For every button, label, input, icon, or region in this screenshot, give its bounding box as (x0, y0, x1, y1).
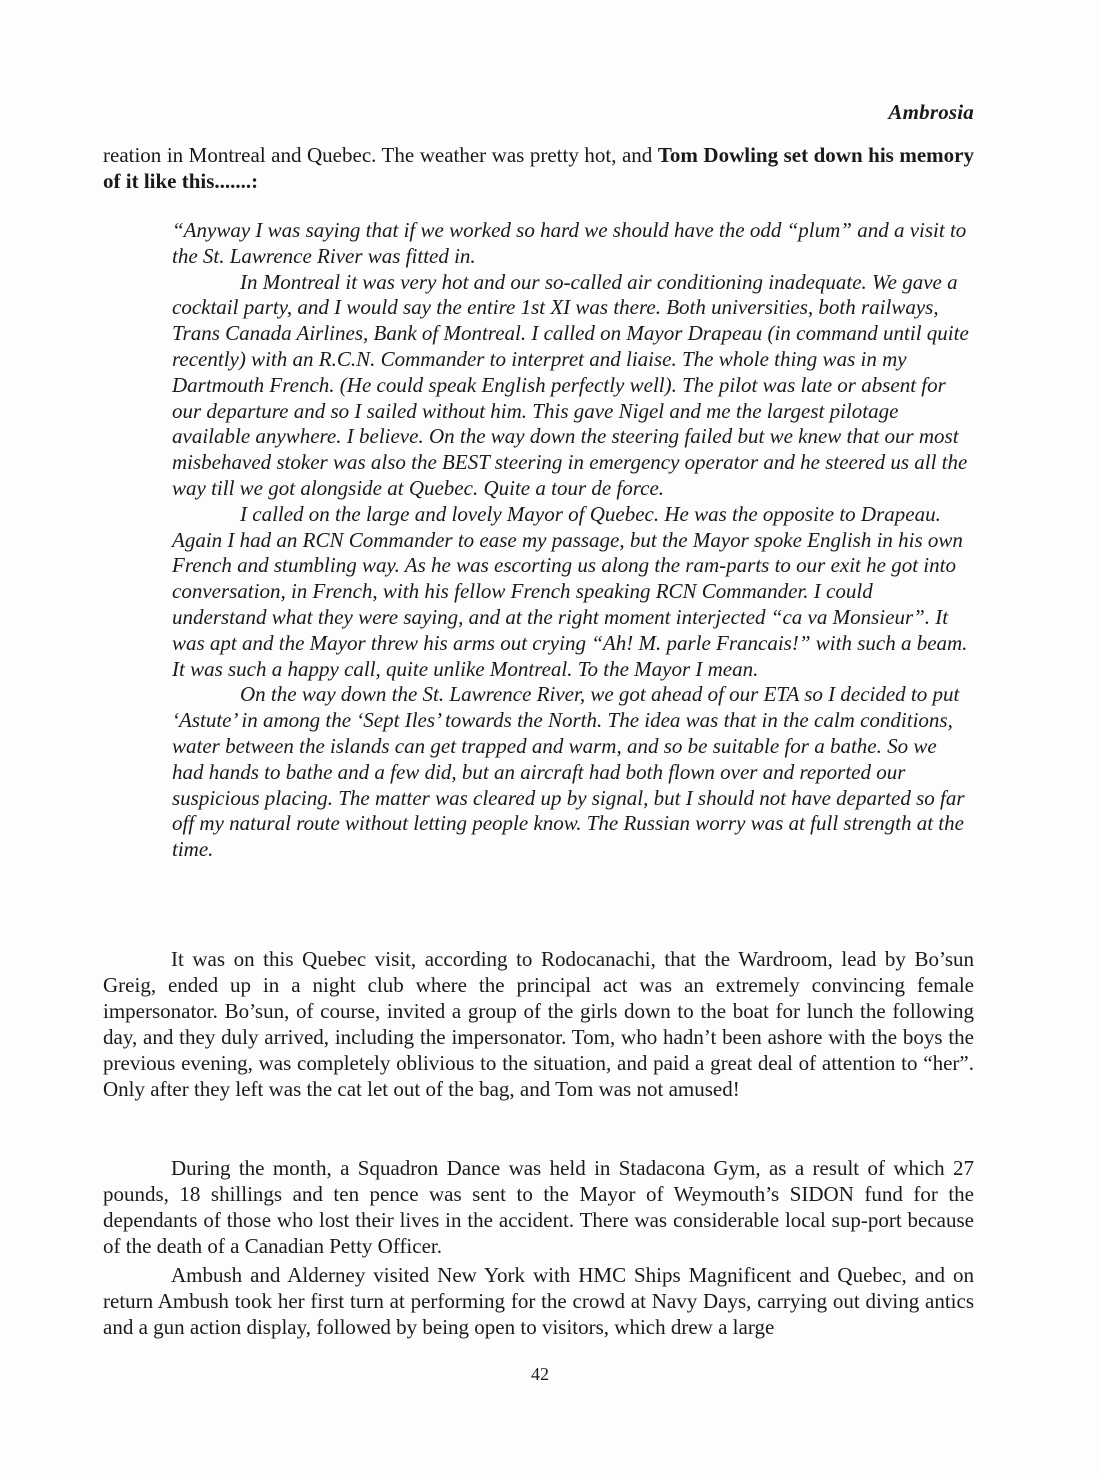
intro-text (103, 142, 974, 194)
ambush-section (103, 1262, 974, 1340)
intro-bold-text: Tom Dowling set down his memory of it like this.......: (103, 143, 974, 193)
quote-paragraph-4: On the way down the St. Lawrence River, we got ahead of our ETA so I decided to put ‘Astute’ in among the ‘Sept Iles’ towards the North. The idea was that in the calm conditions, water between the islands can get trapped and warm, and so be suitable for a bathe. So we had hands to bathe and a few did, but an aircraft had both flown over and reported our suspicious placing. The matter was cleared up by signal, but I should not have departed so far off my natural route without letting people know. The Russian worry was at full strength at the time. (172, 682, 965, 862)
squadron-dance-paragraph: During the month, a Squadron Dance was held in Stadacona Gym, as a result of which 27 pounds, 18 shillings and ten pence was sent to the Mayor of Weymouth’s SIDON fund for the dependants of those who lost their lives in the accident. There was considerable local sup-port because of the death of a Canadian Petty Officer. (103, 1156, 974, 1258)
quebec-visit-section (103, 946, 974, 1102)
ambush-paragraph: Ambush and Alderney visited New York with HMC Ships Magnificent and Quebec, and on return Ambush took her first turn at performing for the crowd at Navy Days, carrying out diving antics and a gun action display, followed by being open to visitors, which drew a large (103, 1263, 974, 1339)
quebec-visit-paragraph: It was on this Quebec visit, according to Rodocanachi, that the Wardroom, lead by Bo’sun Greig, ended up in a night club where the principal act was an extremely convincing female impersonator. Bo’sun, of course, invited a group of the girls down to the boat for lunch the following day, and they duly arrived, including the impersonator. Tom, who hadn’t been ashore with the boys the previous evening, was completely oblivious to the situation, and paid a great deal of attention to “her”. Only after they left was the cat let out of the bag, and Tom was not amused! (103, 947, 974, 1101)
quote-paragraph-1: “Anyway I was saying that if we worked so hard we should have the odd “plum” and a visit to the St. Lawrence River was fitted in. (172, 218, 967, 268)
squadron-dance-section (103, 1155, 974, 1259)
intro-plain-text: reation in Montreal and Quebec. The weather was pretty hot, and (103, 143, 658, 167)
quote-paragraph-2: In Montreal it was very hot and our so-called air conditioning inadequate. We gave a cocktail party, and I would say the entire 1st XI was there. Both universities, both railways, Trans Canada Airlines, Bank of Montreal. I called on Mayor Drapeau (in command until quite recently) with an R.C.N. Commander to interpret and liaise. The whole thing was in my Dartmouth French. (He could speak English perfectly well). The pilot was late or absent for our departure and so I sailed without him. This gave Nigel and me the largest pilotage available anywhere. I believe. On the way down the steering failed but we knew that our most misbehaved stoker was also the BEST steering in emergency operator and he steered us all the way till we got alongside at Quebec. Quite a tour de force. (172, 269, 969, 500)
block-quote (172, 218, 972, 863)
page-number: 42 (531, 1364, 549, 1384)
quote-paragraph-3: I called on the large and lovely Mayor of Quebec. He was the opposite to Drapeau. Again I had an RCN Commander to ease my passage, but the Mayor spoke English in his own French and stumbling way. As he was escorting us along the ram-parts to our exit he got into conversation, in French, with his fellow French speaking RCN Commander. I could understand what they were saying, and at the right moment interjected “ca va Monsieur”. It was apt and the Mayor threw his arms out crying “Ah! M. parle Francais!” with such a beam. It was such a happy call, quite unlike Montreal. To the Mayor I mean. (172, 501, 968, 681)
intro-paragraph (103, 142, 974, 194)
running-header: Ambrosia (888, 100, 974, 124)
